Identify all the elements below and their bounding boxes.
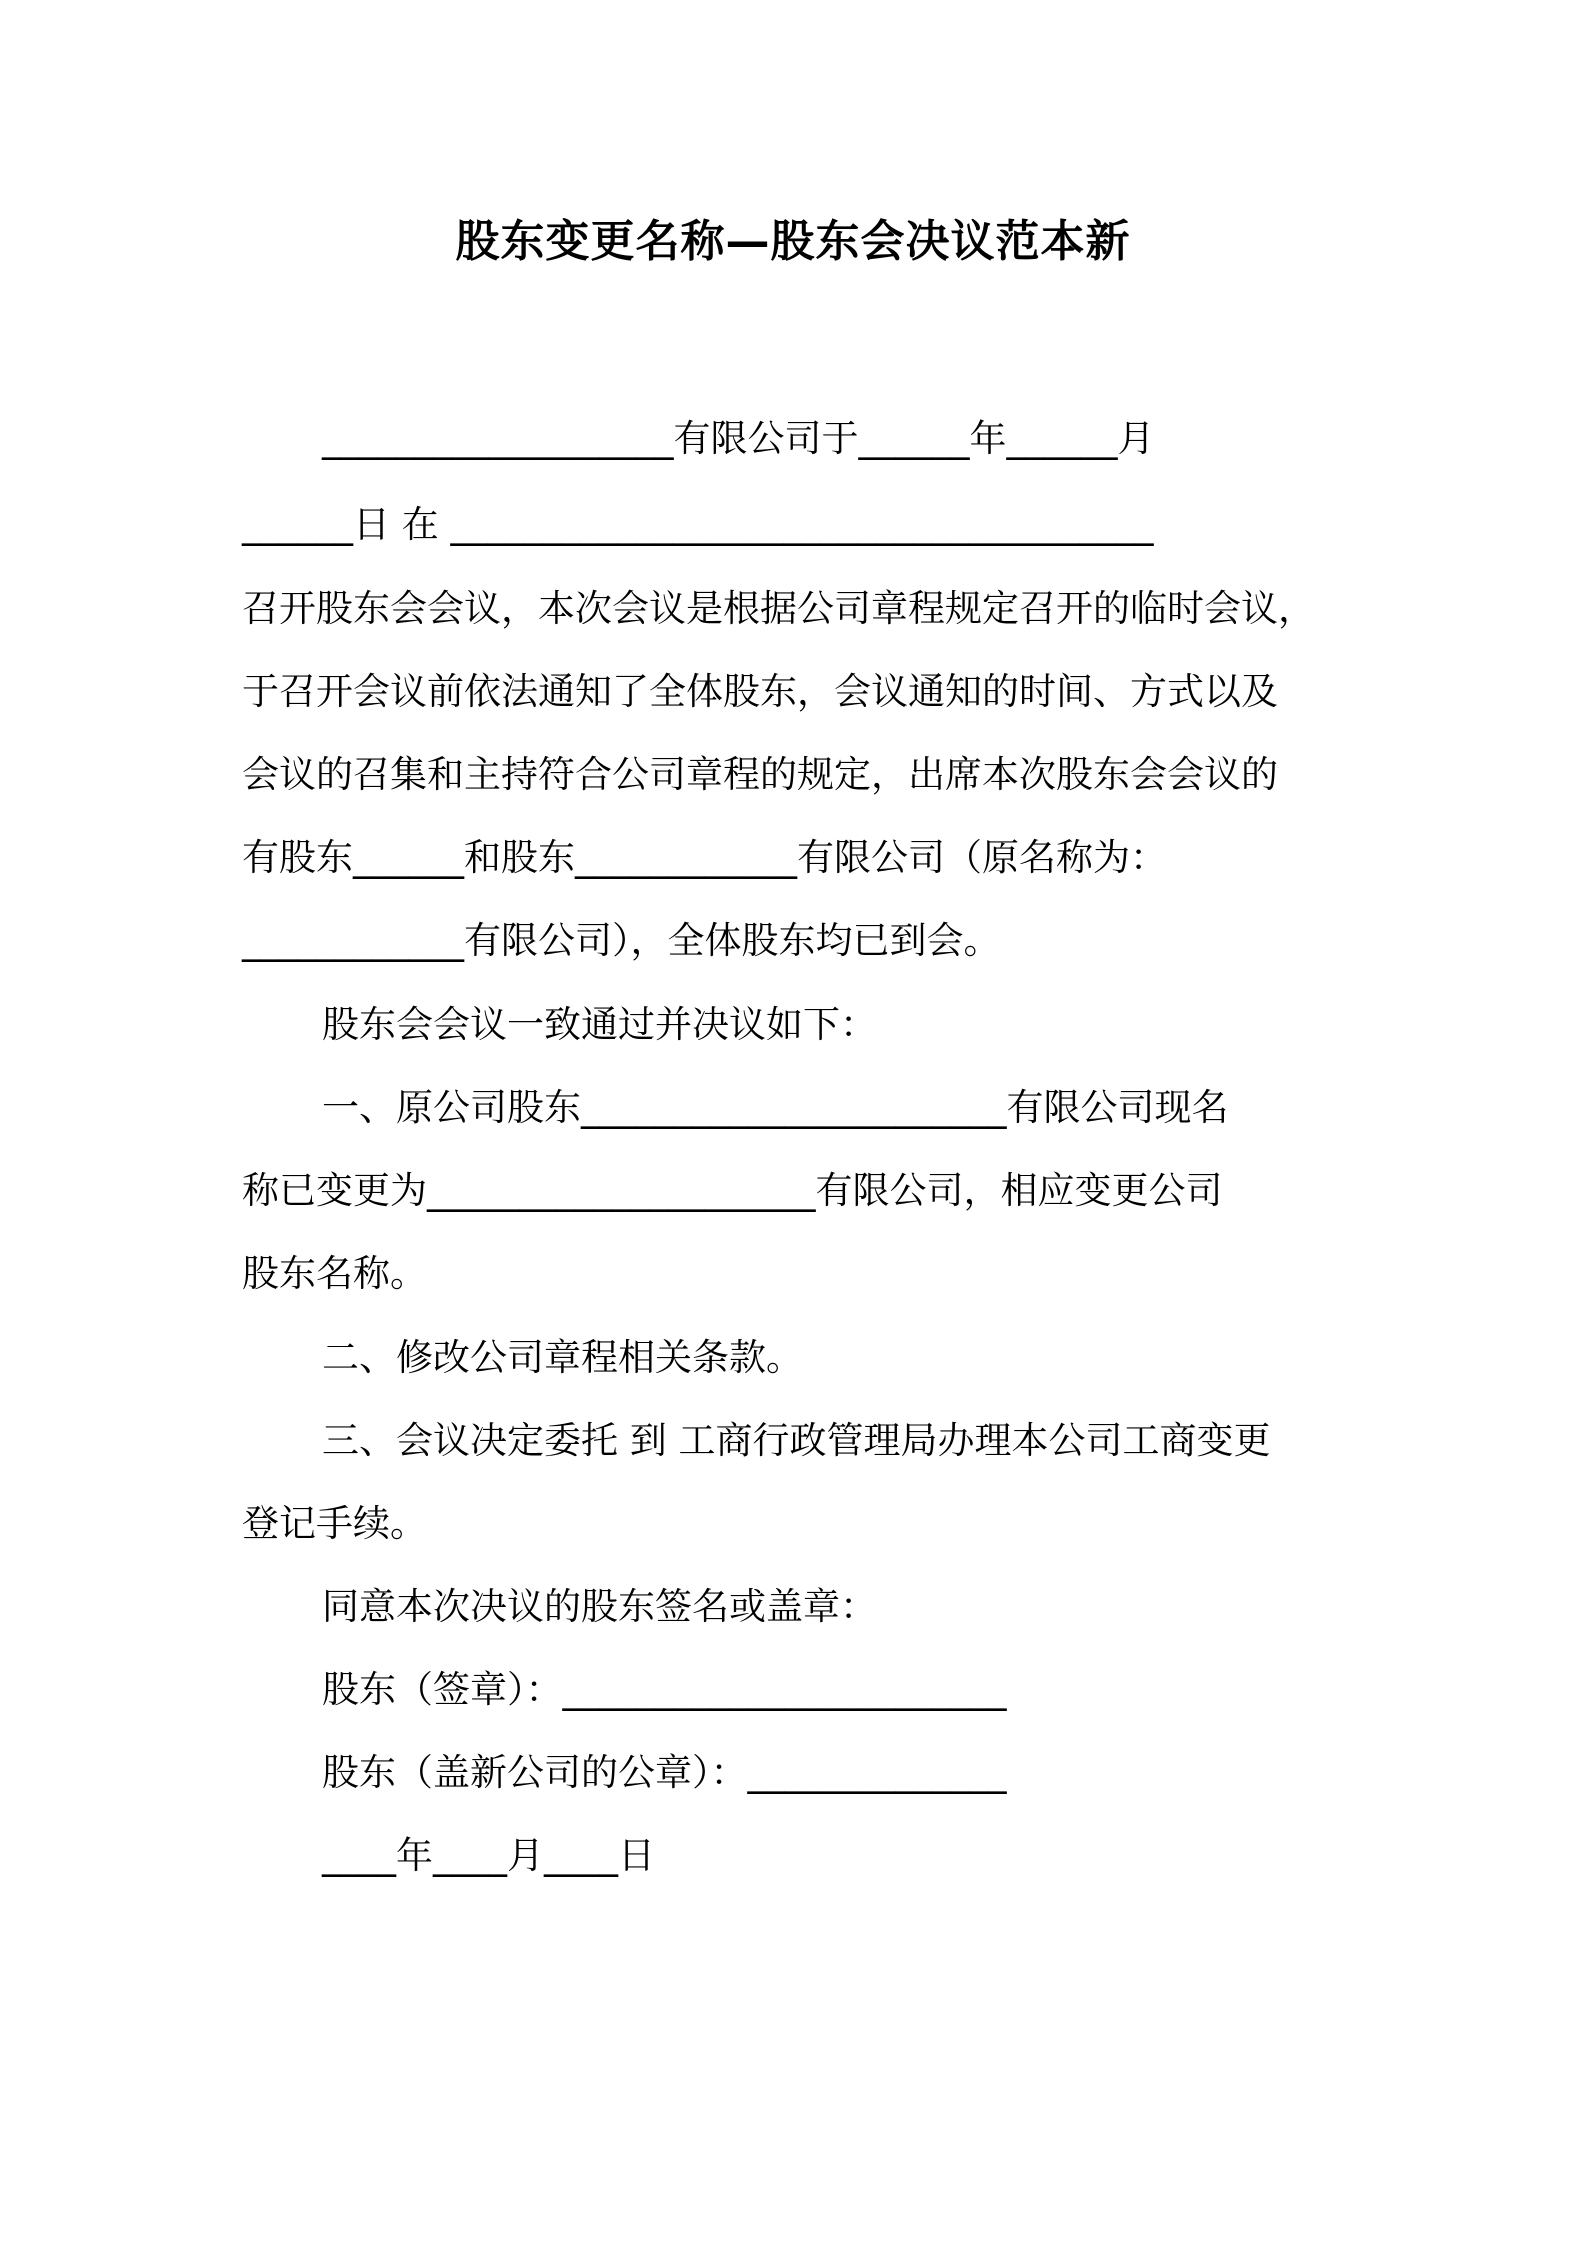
paragraph-line-4: 于召开会议前依法通知了全体股东，会议通知的时间、方式以及 [242, 670, 1278, 713]
resolution-item-1-line-2: 称已变更为_____________________有限公司，相应变更公司 [242, 1169, 1223, 1212]
paragraph-line-1: ___________________有限公司于______年______月 [322, 417, 1155, 460]
paragraph-line-5: 会议的召集和主持符合公司章程的规定，出席本次股东会会议的 [242, 753, 1278, 796]
resolution-item-1-line-1: 一、原公司股东_______________________有限公司现名 [322, 1086, 1229, 1129]
resolution-item-3-line-1: 三、会议决定委托 到 工商行政管理局办理本公司工商变更 [322, 1419, 1271, 1462]
shareholder-seal-line: 股东（盖新公司的公章）：______________ [322, 1751, 1007, 1794]
resolution-item-2: 二、修改公司章程相关条款。 [322, 1336, 803, 1379]
date-line: ____年____月____日 [322, 1834, 655, 1877]
resolution-item-3-line-2: 登记手续。 [242, 1502, 427, 1545]
paragraph-line-6: 有股东______和股东____________有限公司（原名称为： [242, 836, 1167, 879]
resolution-intro: 股东会会议一致通过并决议如下： [322, 1003, 877, 1046]
paragraph-line-7: ____________有限公司），全体股东均已到会。 [242, 919, 1001, 962]
shareholder-signature-line: 股东（签章）：________________________ [322, 1668, 1007, 1711]
paragraph-line-2: ______日 在 ______________________________________ [242, 503, 1154, 546]
resolution-item-1-line-3: 股东名称。 [242, 1252, 427, 1295]
signature-intro: 同意本次决议的股东签名或盖章： [322, 1585, 877, 1628]
paragraph-line-3: 召开股东会会议，本次会议是根据公司章程规定召开的临时会议， [242, 587, 1315, 630]
document-title: 股东变更名称—股东会决议范本新 [455, 216, 1131, 267]
